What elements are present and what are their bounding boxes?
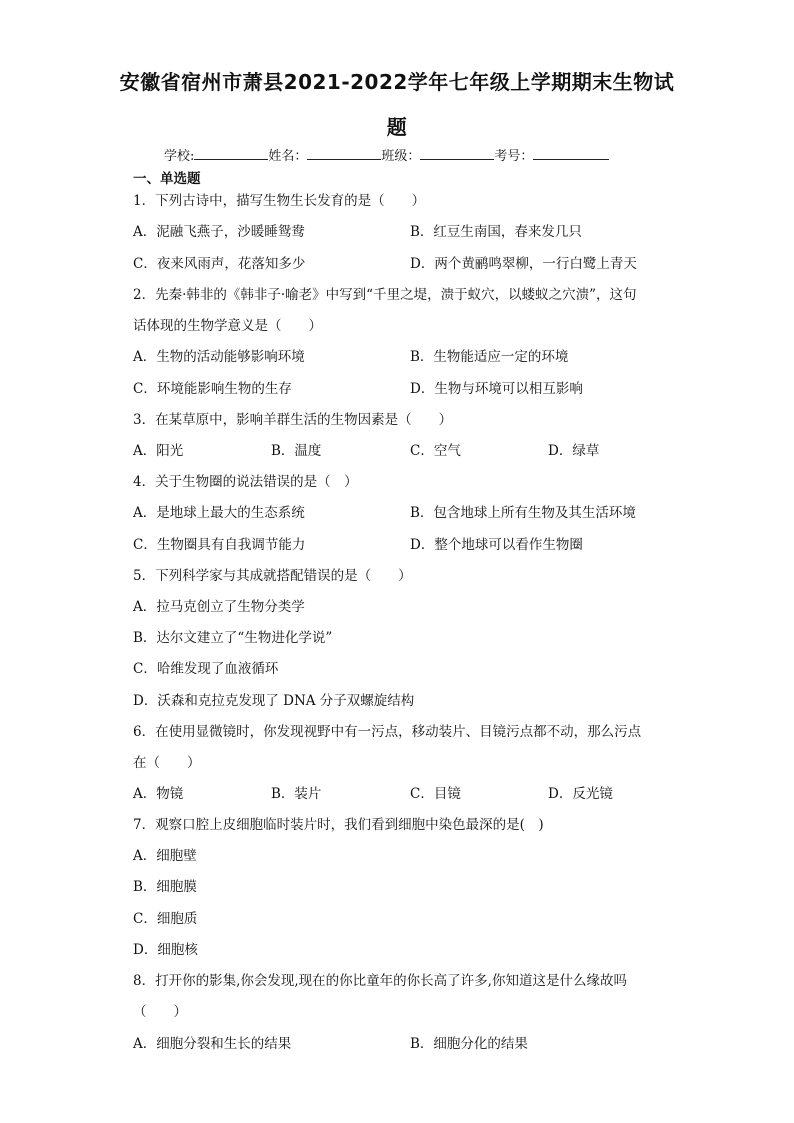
question-6-option-c: C．目镜 — [410, 786, 461, 802]
question-3-stem: 3．在某草原中，影响羊群生活的生物因素是（ ） — [133, 412, 453, 428]
question-8-option-b: B．细胞分化的结果 — [410, 1036, 528, 1052]
school-blank — [194, 145, 268, 160]
question-3-option-c: C．空气 — [410, 443, 461, 459]
name-blank — [307, 145, 381, 160]
question-6-stem-line1: 6．在使用显微镜时，你发现视野中有一污点，移动装片、目镜污点都不动，那么污点 — [133, 724, 642, 740]
question-2-option-a: A．生物的活动能够影响环境 — [133, 349, 305, 365]
question-3-option-d: D．绿草 — [548, 443, 600, 459]
question-7-option-d: D．细胞核 — [133, 942, 198, 958]
question-2-option-d: D．生物与环境可以相互影响 — [410, 381, 583, 397]
exam-title-line1: 安徽省宿州市萧县2021-2022学年七年级上学期期末生物试 — [119, 70, 675, 94]
class-label: 班级： — [381, 149, 421, 164]
school-label: 学校: — [164, 149, 195, 164]
question-1-option-c: C．夜来风雨声，花落知多少 — [133, 256, 306, 272]
question-1-option-b: B．红豆生南国，春来发几只 — [410, 224, 582, 240]
section-heading: 一、单选题 — [133, 171, 201, 187]
question-4-option-c: C．生物圈具有自我调节能力 — [133, 537, 306, 553]
question-1-option-a: A．泥融飞燕子，沙暖睡鸳鸯 — [133, 224, 305, 240]
student-info-row — [164, 145, 609, 164]
question-4-stem: 4．关于生物圈的说法错误的是（ ） — [133, 474, 358, 490]
question-2-stem-line2: 话体现的生物学意义是（ ） — [133, 318, 322, 334]
question-4-option-d: D．整个地球可以看作生物圈 — [410, 537, 583, 553]
number-blank — [533, 145, 609, 160]
question-8-stem-line2: （ ） — [133, 1004, 187, 1020]
question-4-option-b: B．包含地球上所有生物及其生活环境 — [410, 505, 636, 521]
question-1-option-d: D．两个黄鹂鸣翠柳，一行白鹭上青天 — [410, 256, 637, 272]
class-blank — [420, 145, 494, 160]
question-8-stem-line1: 8．打开你的影集,你会发现,现在的你比童年的你长高了许多,你知道这是什么缘故吗 — [133, 973, 627, 989]
question-3-option-a: A．阳光 — [133, 443, 184, 459]
question-6-stem-line2: 在（ ） — [133, 755, 201, 771]
number-label: 考号： — [494, 149, 534, 164]
question-7-stem: 7．观察口腔上皮细胞临时装片时，我们看到细胞中染色最深的是( ) — [133, 817, 544, 833]
question-5-option-c: C．哈维发现了血液循环 — [133, 661, 279, 677]
question-3-option-b: B．温度 — [271, 443, 322, 459]
question-5-stem: 5．下列科学家与其成就搭配错误的是（ ） — [133, 568, 412, 584]
question-2-option-c: C．环境能影响生物的生存 — [133, 381, 292, 397]
question-6-option-d: D．反光镜 — [548, 786, 613, 802]
question-8-option-a: A．细胞分裂和生长的结果 — [133, 1036, 292, 1052]
question-4-option-a: A．是地球上最大的生态系统 — [133, 505, 305, 521]
question-5-option-a: A．拉马克创立了生物分类学 — [133, 599, 305, 615]
question-7-option-b: B．细胞膜 — [133, 879, 197, 895]
question-6-option-b: B．装片 — [271, 786, 322, 802]
question-2-option-b: B．生物能适应一定的环境 — [410, 349, 569, 365]
exam-title-line2: 题 — [386, 115, 408, 139]
question-7-option-c: C．细胞质 — [133, 911, 198, 927]
question-1-stem: 1．下列古诗中，描写生物生长发育的是（ ） — [133, 193, 426, 209]
question-5-option-d: D．沃森和克拉克发现了 DNA 分子双螺旋结构 — [133, 693, 415, 709]
name-label: 姓名： — [268, 149, 308, 164]
question-2-stem-line1: 2．先秦·韩非的《韩非子·喻老》中写到“千里之堤，溃于蚁穴，以蝼蚁之穴溃”，这句 — [133, 287, 637, 303]
question-5-option-b: B．达尔文建立了“生物进化学说” — [133, 630, 333, 646]
question-7-option-a: A．细胞壁 — [133, 848, 197, 864]
question-6-option-a: A．物镜 — [133, 786, 184, 802]
